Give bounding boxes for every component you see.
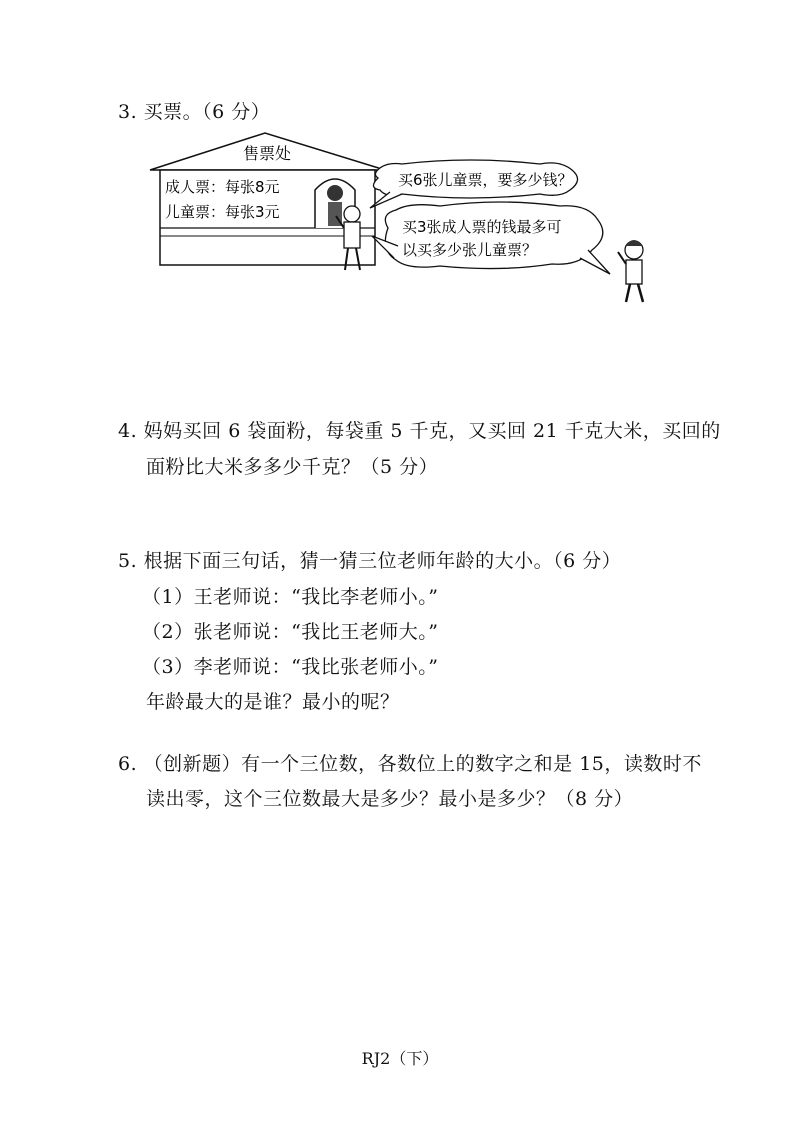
q5-statement-2: （2）张老师说：“我比王老师大。” xyxy=(142,621,439,643)
q5-title: 5. 根据下面三句话，猜一猜三位老师年龄的大小。（6 分） xyxy=(118,550,622,572)
q5-statement-3: （3）李老师说：“我比张老师小。” xyxy=(142,656,439,678)
q6-line1: 6. （创新题）有一个三位数，各数位上的数字之和是 15，读数时不 xyxy=(118,753,702,775)
child-price: 儿童票：每张3元 xyxy=(165,203,280,221)
bubble-1-text: 买6张儿童票，要多少钱？ xyxy=(398,171,573,189)
ticket-office-illustration xyxy=(140,128,660,313)
q5-statement-1: （1）王老师说：“我比李老师小。” xyxy=(142,586,439,608)
boy-icon xyxy=(618,240,643,302)
bubble-2-line1: 买3张成人票的钱最多可 xyxy=(402,218,562,236)
q4-line2: 面粉比大米多多少千克？（5 分） xyxy=(146,456,439,478)
adult-price: 成人票：每张8元 xyxy=(165,178,280,196)
q4-line1: 4. 妈妈买回 6 袋面粉，每袋重 5 千克，又买回 21 千克大米，买回的 xyxy=(118,420,721,442)
seller-icon xyxy=(327,185,343,201)
q5-question: 年龄最大的是谁？最小的呢？ xyxy=(146,691,400,713)
sign-text: 售票处 xyxy=(242,144,292,163)
q3-title: 3. 买票。（6 分） xyxy=(118,101,271,123)
bubble-2-line2: 以买多少张儿童票？ xyxy=(402,241,538,259)
q6-line2: 读出零，这个三位数最大是多少？最小是多少？（8 分） xyxy=(146,788,634,810)
page-footer: RJ2（下） xyxy=(361,1049,439,1068)
